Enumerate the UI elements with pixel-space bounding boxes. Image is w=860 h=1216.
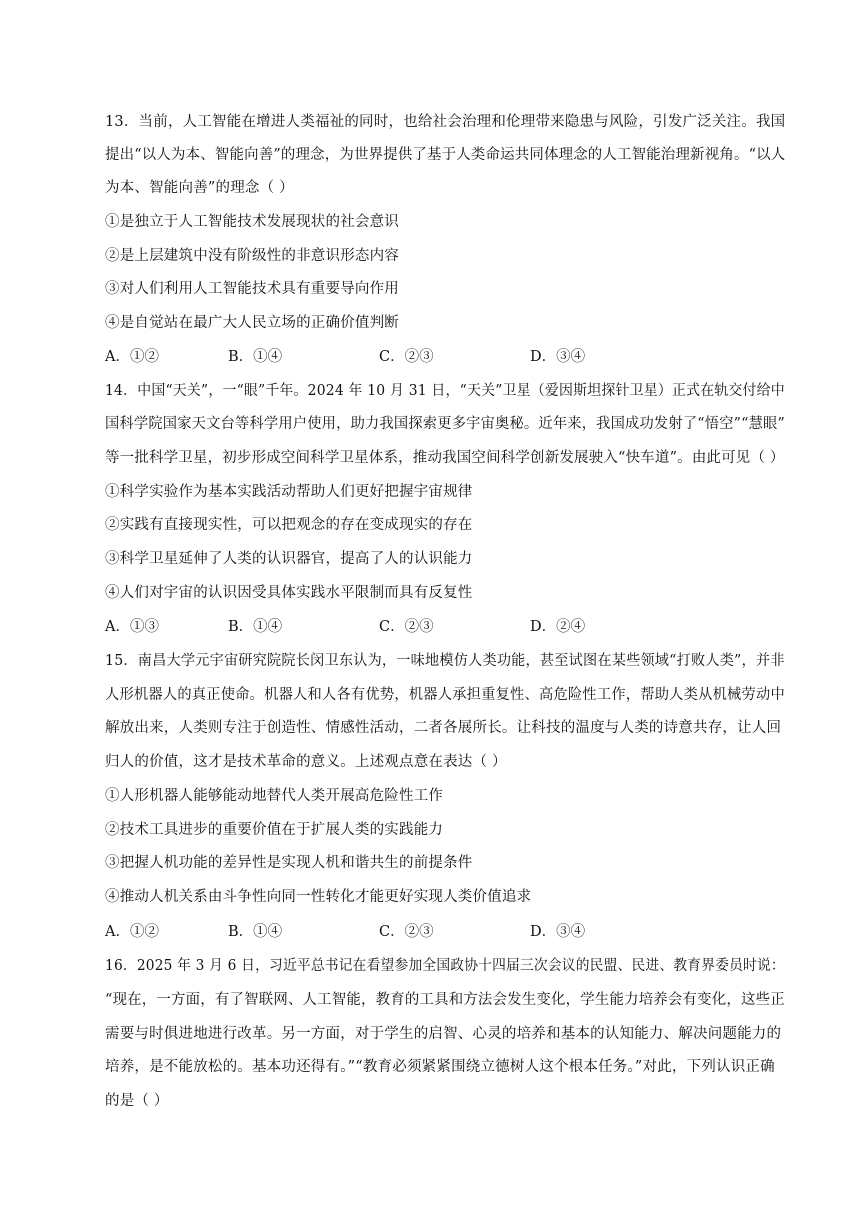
- option-statement: ①人形机器人能够能动地替代人类开展高危险性工作: [105, 788, 444, 804]
- question-stem-line: 归人的价值，这才是技术革命的意义。上述观点意在表达（ ）: [105, 754, 507, 770]
- answer-choice-d[interactable]: D．②④: [530, 619, 586, 635]
- question-stem-line: 的是（ ）: [105, 1093, 169, 1109]
- answer-choice-d[interactable]: D．③④: [530, 924, 586, 940]
- answer-choice-c[interactable]: C．②③: [379, 619, 434, 635]
- option-statement: ③对人们利用人工智能技术具有重要导向作用: [105, 281, 399, 297]
- question-stem-line: 国科学院国家天文台等科学用户使用，助力我国探索更多宇宙奥秘。近年来，我国成功发射了“悟空”“慧眼”: [105, 416, 785, 432]
- question-stem-line: 解放出来，人类则专注于创造性、情感性活动，二者各展所长。让科技的温度与人类的诗意共存，让人回: [105, 720, 782, 736]
- option-statement: ②技术工具进步的重要价值在于扩展人类的实践能力: [105, 822, 444, 838]
- question-stem-line: 15．南昌大学元宇宙研究院院长闵卫东认为，一味地模仿人类功能，甚至试图在某些领域“打败人类”，并非: [105, 653, 785, 669]
- question-stem-line: 培养，是不能放松的。基本功还得有。”“教育必须紧紧围绕立德树人这个根本任务。”对此，下列认识正确: [105, 1059, 775, 1075]
- option-statement: ④是自觉站在最广大人民立场的正确价值判断: [105, 315, 399, 331]
- question-stem-line: 为本、智能向善”的理念（ ）: [105, 180, 294, 196]
- answer-choice-c[interactable]: C．②③: [379, 349, 434, 365]
- answer-choice-b[interactable]: B．①④: [228, 924, 283, 940]
- option-statement: ④推动人机关系由斗争性向同一性转化才能更好实现人类价值追求: [105, 889, 532, 905]
- answer-choice-a[interactable]: A．①②: [105, 349, 159, 365]
- question-stem-line: 16．2025 年 3 月 6 日，习近平总书记在看望参加全国政协十四届三次会议的民盟、民进、教育界委员时说：: [105, 958, 785, 974]
- answer-choice-a[interactable]: A．①③: [105, 619, 159, 635]
- answer-choices: [105, 347, 785, 367]
- question-stem-line: 13．当前，人工智能在增进人类福祉的同时，也给社会治理和伦理带来隐患与风险，引发广泛关注。我国: [105, 114, 786, 130]
- question-stem-line: “现在，一方面，有了智联网、人工智能，教育的工具和方法会发生变化，学生能力培养会有变化，这些正: [105, 992, 785, 1008]
- option-statement: ①科学实验作为基本实践活动帮助人们更好把握宇宙规律: [105, 484, 473, 500]
- question-stem-line: 提出“以人为本、智能向善”的理念，为世界提供了基于人类命运共同体理念的人工智能治理新视角。“以人: [105, 147, 786, 163]
- answer-choice-b[interactable]: B．①④: [228, 349, 283, 365]
- answer-choices: [105, 922, 785, 942]
- question-stem-line: 等一批科学卫星，初步形成空间科学卫星体系，推动我国空间科学创新发展驶入“快车道”。由此可见（ ）: [105, 450, 785, 466]
- answer-choice-b[interactable]: B．①④: [228, 619, 283, 635]
- option-statement: ④人们对宇宙的认识因受具体实践水平限制而具有反复性: [105, 585, 473, 601]
- answer-choice-d[interactable]: D．③④: [530, 349, 586, 365]
- question-stem-line: 需要与时俱进地进行改革。另一方面，对于学生的启智、心灵的培养和基本的认知能力、解决问题能力的: [105, 1026, 782, 1042]
- option-statement: ①是独立于人工智能技术发展现状的社会意识: [105, 214, 399, 230]
- option-statement: ②是上层建筑中没有阶级性的非意识形态内容: [105, 248, 399, 264]
- answer-choice-c[interactable]: C．②③: [379, 924, 434, 940]
- question-stem-line: 14．中国“天关”，一“眼”千年。2024 年 10 月 31 日，“天关”卫星（爱因斯坦探针卫星）正式在轨交付给中: [105, 383, 785, 399]
- option-statement: ③科学卫星延伸了人类的认识器官，提高了人的认识能力: [105, 551, 473, 567]
- option-statement: ③把握人机功能的差异性是实现人机和谐共生的前提条件: [105, 855, 473, 871]
- question-stem-line: 人形机器人的真正使命。机器人和人各有优势，机器人承担重复性、高危险性工作，帮助人类从机械劳动中: [105, 687, 785, 703]
- answer-choices: [105, 617, 785, 637]
- answer-choice-a[interactable]: A．①②: [105, 924, 159, 940]
- option-statement: ②实践有直接现实性，可以把观念的存在变成现实的存在: [105, 517, 473, 533]
